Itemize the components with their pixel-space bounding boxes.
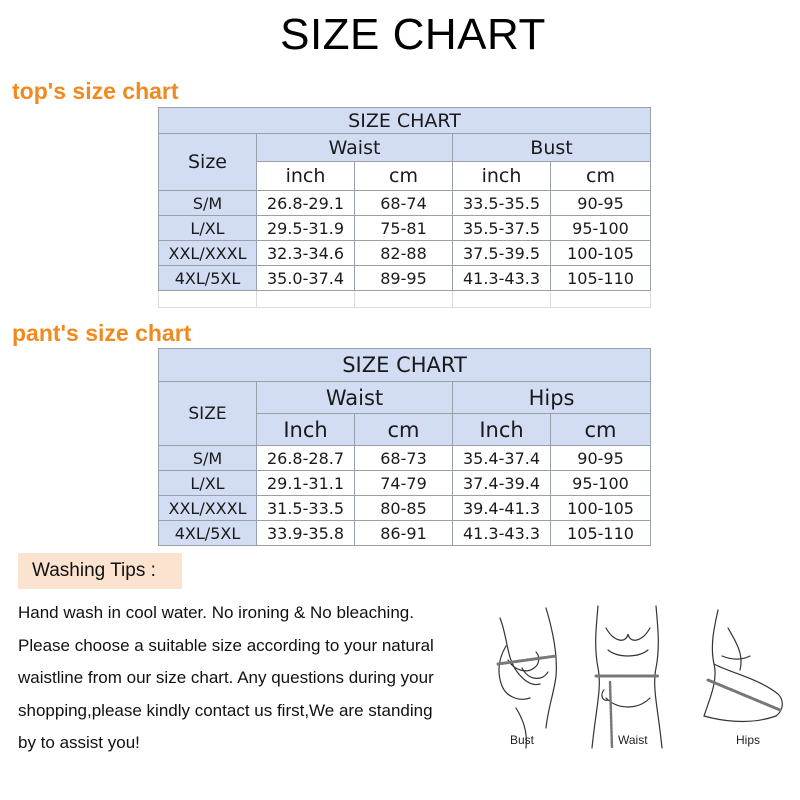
unit-header: inch [257, 162, 355, 191]
table-cell: 90-95 [551, 446, 651, 471]
unit-header: cm [551, 162, 651, 191]
tops-chart-heading: top's size chart [12, 78, 179, 104]
size-label: S/M [159, 446, 257, 471]
table-cell: 31.5-33.5 [257, 496, 355, 521]
unit-header: cm [355, 414, 453, 446]
washing-line: Hand wash in cool water. No ironing & No bleaching. [18, 603, 414, 622]
table-row [159, 496, 651, 521]
table-cell: 39.4-41.3 [453, 496, 551, 521]
table-cell: 35.4-37.4 [453, 446, 551, 471]
table-cell: 32.3-34.6 [257, 241, 355, 266]
table-cell: 68-74 [355, 191, 453, 216]
table-title: SIZE CHART [159, 108, 651, 134]
size-column-header: SIZE [159, 382, 257, 446]
table-cell: 95-100 [551, 471, 651, 496]
size-label: L/XL [159, 216, 257, 241]
size-label: XXL/XXXL [159, 496, 257, 521]
size-label: 4XL/5XL [159, 266, 257, 291]
table-cell: 41.3-43.3 [453, 266, 551, 291]
washing-tips-text [18, 597, 478, 760]
table-row [159, 241, 651, 266]
waist-group-header: Waist [257, 134, 453, 162]
table-cell: 41.3-43.3 [453, 521, 551, 546]
table-cell: 29.5-31.9 [257, 216, 355, 241]
tops-size-table [158, 107, 651, 308]
table-cell: 100-105 [551, 241, 651, 266]
unit-header: cm [551, 414, 651, 446]
table-cell: 74-79 [355, 471, 453, 496]
bust-figure-icon [498, 608, 556, 748]
table-cell: 35.0-37.4 [257, 266, 355, 291]
table-cell: 89-95 [355, 266, 453, 291]
table-cell: 37.4-39.4 [453, 471, 551, 496]
washing-line: waistline from our size chart. Any questions during your [18, 668, 434, 687]
table-row [159, 191, 651, 216]
washing-tips-title: Washing Tips : [18, 553, 182, 589]
table-cell: 33.9-35.8 [257, 521, 355, 546]
size-column-header: Size [159, 134, 257, 191]
table-row [159, 446, 651, 471]
washing-line: by to assist you! [18, 733, 140, 752]
table-cell: 80-85 [355, 496, 453, 521]
unit-header: Inch [257, 414, 355, 446]
pants-chart-heading: pant's size chart [12, 320, 192, 346]
table-cell: 26.8-28.7 [257, 446, 355, 471]
washing-line: shopping,please kindly contact us first,We are standing [18, 700, 433, 720]
unit-header: Inch [453, 414, 551, 446]
empty-row [159, 291, 651, 308]
hips-label: Hips [736, 733, 761, 747]
table-cell: 86-91 [355, 521, 453, 546]
table-row [159, 266, 651, 291]
washing-line: Please choose a suitable size according to your natural [18, 635, 434, 655]
page-title: SIZE CHART [280, 10, 546, 59]
table-row [159, 471, 651, 496]
table-cell: 33.5-35.5 [453, 191, 551, 216]
table-cell: 82-88 [355, 241, 453, 266]
size-label: 4XL/5XL [159, 521, 257, 546]
table-cell: 95-100 [551, 216, 651, 241]
table-cell: 35.5-37.5 [453, 216, 551, 241]
table-title: SIZE CHART [159, 349, 651, 382]
bust-group-header: Bust [453, 134, 651, 162]
bust-label: Bust [510, 733, 535, 747]
waist-figure-icon [592, 606, 662, 748]
table-cell: 29.1-31.1 [257, 471, 355, 496]
table-row [159, 521, 651, 546]
table-cell: 68-73 [355, 446, 453, 471]
size-label: L/XL [159, 471, 257, 496]
hips-figure-icon [704, 610, 782, 721]
table-cell: 37.5-39.5 [453, 241, 551, 266]
table-cell: 105-110 [551, 521, 651, 546]
table-cell: 100-105 [551, 496, 651, 521]
table-cell: 90-95 [551, 191, 651, 216]
size-label: S/M [159, 191, 257, 216]
hips-group-header: Hips [453, 382, 651, 414]
table-row [159, 216, 651, 241]
table-cell: 75-81 [355, 216, 453, 241]
unit-header: cm [355, 162, 453, 191]
pants-size-table [158, 348, 651, 546]
table-cell: 26.8-29.1 [257, 191, 355, 216]
table-cell: 105-110 [551, 266, 651, 291]
waist-group-header: Waist [257, 382, 453, 414]
unit-header: inch [453, 162, 551, 191]
size-label: XXL/XXXL [159, 241, 257, 266]
waist-label: Waist [618, 733, 648, 747]
